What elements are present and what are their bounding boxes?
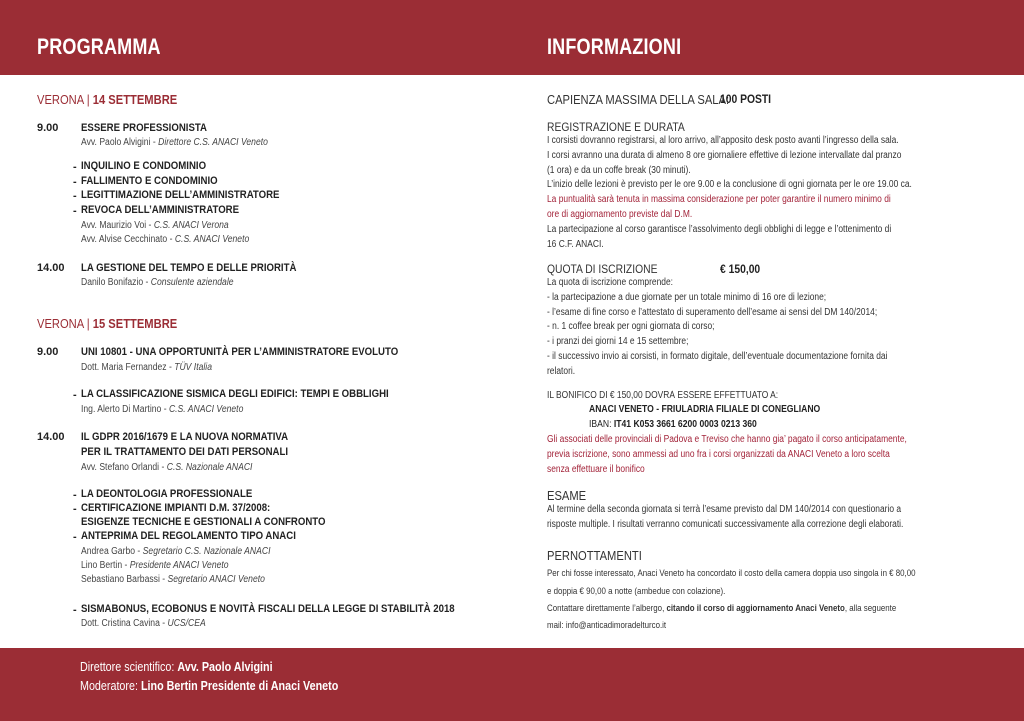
session-title: IL GDPR 2016/1679 E LA NUOVA NORMATIVA bbox=[81, 431, 289, 443]
bonifico-note: Gli associati delle provinciali di Padova e Treviso che hanno gia’ pagato il corso anticipatamente, previa iscrizione, sono ammessi ad uno fra i corsi organizzati da ANACI Veneto a loro scelta senza effettuare il bonifico bbox=[547, 434, 907, 475]
informazioni-title: INFORMAZIONI bbox=[547, 34, 682, 59]
session-speaker: Avv. Paolo Alvigini - Direttore C.S. ANACI Veneto bbox=[81, 137, 268, 148]
session-speaker: Ing. Alerto Di Martino - C.S. ANACI Veneto bbox=[81, 404, 244, 415]
session-speaker: Lino Bertin - Presidente ANACI Veneto bbox=[81, 560, 229, 571]
topic: LA DEONTOLOGIA PROFESSIONALE bbox=[81, 488, 253, 500]
bonifico-bank: ANACI VENETO - FRIULADRIA FILIALE DI CONEGLIANO bbox=[589, 404, 821, 415]
footer-direttore: Direttore scientifico: Avv. Paolo Alvigini bbox=[80, 660, 273, 674]
session-speaker: Dott. Maria Fernandez - TÜV Italia bbox=[81, 362, 212, 373]
session-time: 9.00 bbox=[37, 122, 59, 134]
bonifico-iban: IBAN: IT41 K053 3661 6200 0003 0213 360 bbox=[589, 419, 757, 430]
topic: ESIGENZE TECNICHE E GESTIONALI A CONFRONTO bbox=[81, 516, 326, 528]
esame-text: Al termine della seconda giornata si terrà l’esame previsto dal DM 140/2014 con questionario a risposte multiple. I risultati verranno comunicati successivamente alla correzione degli elaborati. bbox=[547, 504, 904, 530]
session-title: LA GESTIONE DEL TEMPO E DELLE PRIORITÀ bbox=[81, 262, 297, 274]
session-speaker: Sebastiano Barbassi - Segretario ANACI Veneto bbox=[81, 574, 265, 585]
pernottamenti-label: PERNOTTAMENTI bbox=[547, 548, 642, 563]
quota-label: QUOTA DI ISCRIZIONE bbox=[547, 262, 658, 276]
day2-heading: VERONA | 15 SETTEMBRE bbox=[37, 316, 178, 331]
hotel-email[interactable]: mail: info@anticadimoradelturco.it bbox=[547, 620, 667, 630]
footer-band bbox=[0, 648, 1024, 721]
session-time: 14.00 bbox=[37, 431, 65, 443]
registrazione-label: REGISTRAZIONE E DURATA bbox=[547, 120, 685, 134]
session-time: 9.00 bbox=[37, 346, 59, 358]
session-title: UNI 10801 - UNA OPPORTUNITÀ PER L’AMMINISTRATORE EVOLUTO bbox=[81, 346, 399, 358]
quota-value: € 150,00 bbox=[720, 262, 761, 276]
session-speaker: Avv. Alvise Cecchinato - C.S. ANACI Veneto bbox=[81, 234, 250, 245]
programma-column: VERONA | 14 SETTEMBRE 9.00 ESSERE PROFESSIONISTA Avv. Paolo Alvigini - Direttore C.S. ANACI Veneto - INQUILINO E CONDOMINIO - FALLIMENTO E CONDOMINIO - LEGITTIMAZIONE DELL’AMMINISTRATORE - REVOCA DELL’AMMINISTRATORE Avv. Maurizio Voi - C.S. ANACI Verona Avv. Alvise Cecchinato - C.S. ANACI Veneto 14.00 LA GESTIONE DEL TEMPO E DELLE PRIORITÀ Danilo Bonifazio - Consulente aziendale VERONA | 15 SETTEMBRE 9.00 UNI 10801 - UNA OPPORTUNITÀ PER L’AMMINISTRATORE EVOLUTO Dott. Maria Fernandez - TÜV Italia - LA CLASSIFICAZIONE SISMICA DEGLI EDIFICI: TEMPI E OBBLIGHI Ing. Alerto Di Martino - C.S. ANACI Veneto 14.00 IL GDPR 2016/1679 E LA NUOVA NORMATIVA PER IL TRATTAMENTO DEI DATI PERSONALI Avv. Stefano Orlandi - C.S. Nazionale ANACI - LA DEONTOLOGIA PROFESSIONALE - CERTIFICAZIONE IMPIANTI D.M. 37/2008: ESIGENZE TECNICHE E GESTIONALI A CONFRONTO - ANTEPRIMA DEL REGOLAMENTO TIPO ANACI Andrea Garbo - Segretario C.S. Nazionale ANACI Lino Bertin - Presidente ANACI Veneto Sebastiano Barbassi - Segretario ANACI Veneto - SISMABONUS, ECOBONUS E NOVITÀ FISCALI DELLA LEGGE DI STABILITÀ 2018 Dott. Cristina Cavina - UCS/CEA bbox=[0, 0, 500, 648]
capienza-label: CAPIENZA MASSIMA DELLA SALA: bbox=[547, 92, 730, 107]
session-speaker: Andrea Garbo - Segretario C.S. Nazionale ANACI bbox=[81, 546, 271, 557]
session-title: LA CLASSIFICAZIONE SISMICA DEGLI EDIFICI: TEMPI E OBBLIGHI bbox=[81, 388, 389, 400]
day1-heading: VERONA | 14 SETTEMBRE bbox=[37, 92, 178, 107]
topic: FALLIMENTO E CONDOMINIO bbox=[81, 175, 218, 187]
session-speaker: Dott. Cristina Cavina - UCS/CEA bbox=[81, 618, 206, 629]
programma-title: PROGRAMMA bbox=[37, 34, 161, 59]
esame-label: ESAME bbox=[547, 488, 587, 503]
topic: CERTIFICAZIONE IMPIANTI D.M. 37/2008: bbox=[81, 502, 271, 514]
session-title: ESSERE PROFESSIONISTA bbox=[81, 122, 208, 134]
topic: REVOCA DELL’AMMINISTRATORE bbox=[81, 204, 240, 216]
session-speaker: Avv. Maurizio Voi - C.S. ANACI Verona bbox=[81, 220, 229, 231]
pernottamenti-line: e doppia € 90,00 a notte (ambedue con colazione). bbox=[547, 586, 726, 596]
quota-text: La quota di iscrizione comprende: - la partecipazione a due giornate per un totale minimo di 16 ore di lezione; - l’esame di fine corso e l’attestato di superamento dell’esame ai sensi del DM 140/2014; - n. 1 coffee break per ogni giornata di corso; - i pranzi dei giorni 14 e 15 settembre; - il successivo invio ai corsisti, in formato digitale, dell’eventuale documentazione fornita dai relatori. bbox=[547, 277, 888, 377]
session-speaker: Danilo Bonifazio - Consulente aziendale bbox=[81, 277, 234, 288]
topic: LEGITTIMAZIONE DELL’AMMINISTRATORE bbox=[81, 189, 280, 201]
bonifico-intro: IL BONIFICO DI € 150,00 DOVRÀ ESSERE EFFETTUATO A: bbox=[547, 390, 779, 401]
session-speaker: Avv. Stefano Orlandi - C.S. Nazionale ANACI bbox=[81, 462, 253, 473]
informazioni-column bbox=[512, 0, 1024, 648]
capienza-value: 100 POSTI bbox=[720, 92, 772, 106]
topic: INQUILINO E CONDOMINIO bbox=[81, 160, 207, 172]
session-title: SISMABONUS, ECOBONUS E NOVITÀ FISCALI DELLA LEGGE DI STABILITÀ 2018 bbox=[81, 603, 455, 615]
registrazione-text: I corsisti dovranno registrarsi, al loro arrivo, all’apposito desk posto avanti l’ingresso della sala. I corsi avranno una durata di almeno 8 ore giornaliere effettive di lezione intervallate dal pranzo (1 ora) e da un coffe break (30 minuti). L’inizio delle lezioni è previsto per le ore 9.00 e la conclusione di ogni giornata per le ore 19.00 ca. La puntualità sarà tenuta in massima considerazione per poter garantire il numero minimo di ore di aggiornamento previste dal D.M. La partecipazione al corso garantisce l’assolvimento degli obblighi di legge e l’ottenimento di 16 C.F. ANACI. bbox=[547, 135, 912, 250]
session-title: PER IL TRATTAMENTO DEI DATI PERSONALI bbox=[81, 446, 289, 458]
pernottamenti-line: Per chi fosse interessato, Anaci Veneto ha concordato il costo della camera doppia uso singola in € 80,00 bbox=[547, 568, 916, 578]
session-time: 14.00 bbox=[37, 262, 65, 274]
footer-moderatore: Moderatore: Lino Bertin Presidente di Anaci Veneto bbox=[80, 679, 339, 693]
pernottamenti-line: Contattare direttamente l’albergo, citando il corso di aggiornamento Anaci Veneto, alla seguente bbox=[547, 603, 897, 613]
topic: ANTEPRIMA DEL REGOLAMENTO TIPO ANACI bbox=[81, 530, 296, 542]
